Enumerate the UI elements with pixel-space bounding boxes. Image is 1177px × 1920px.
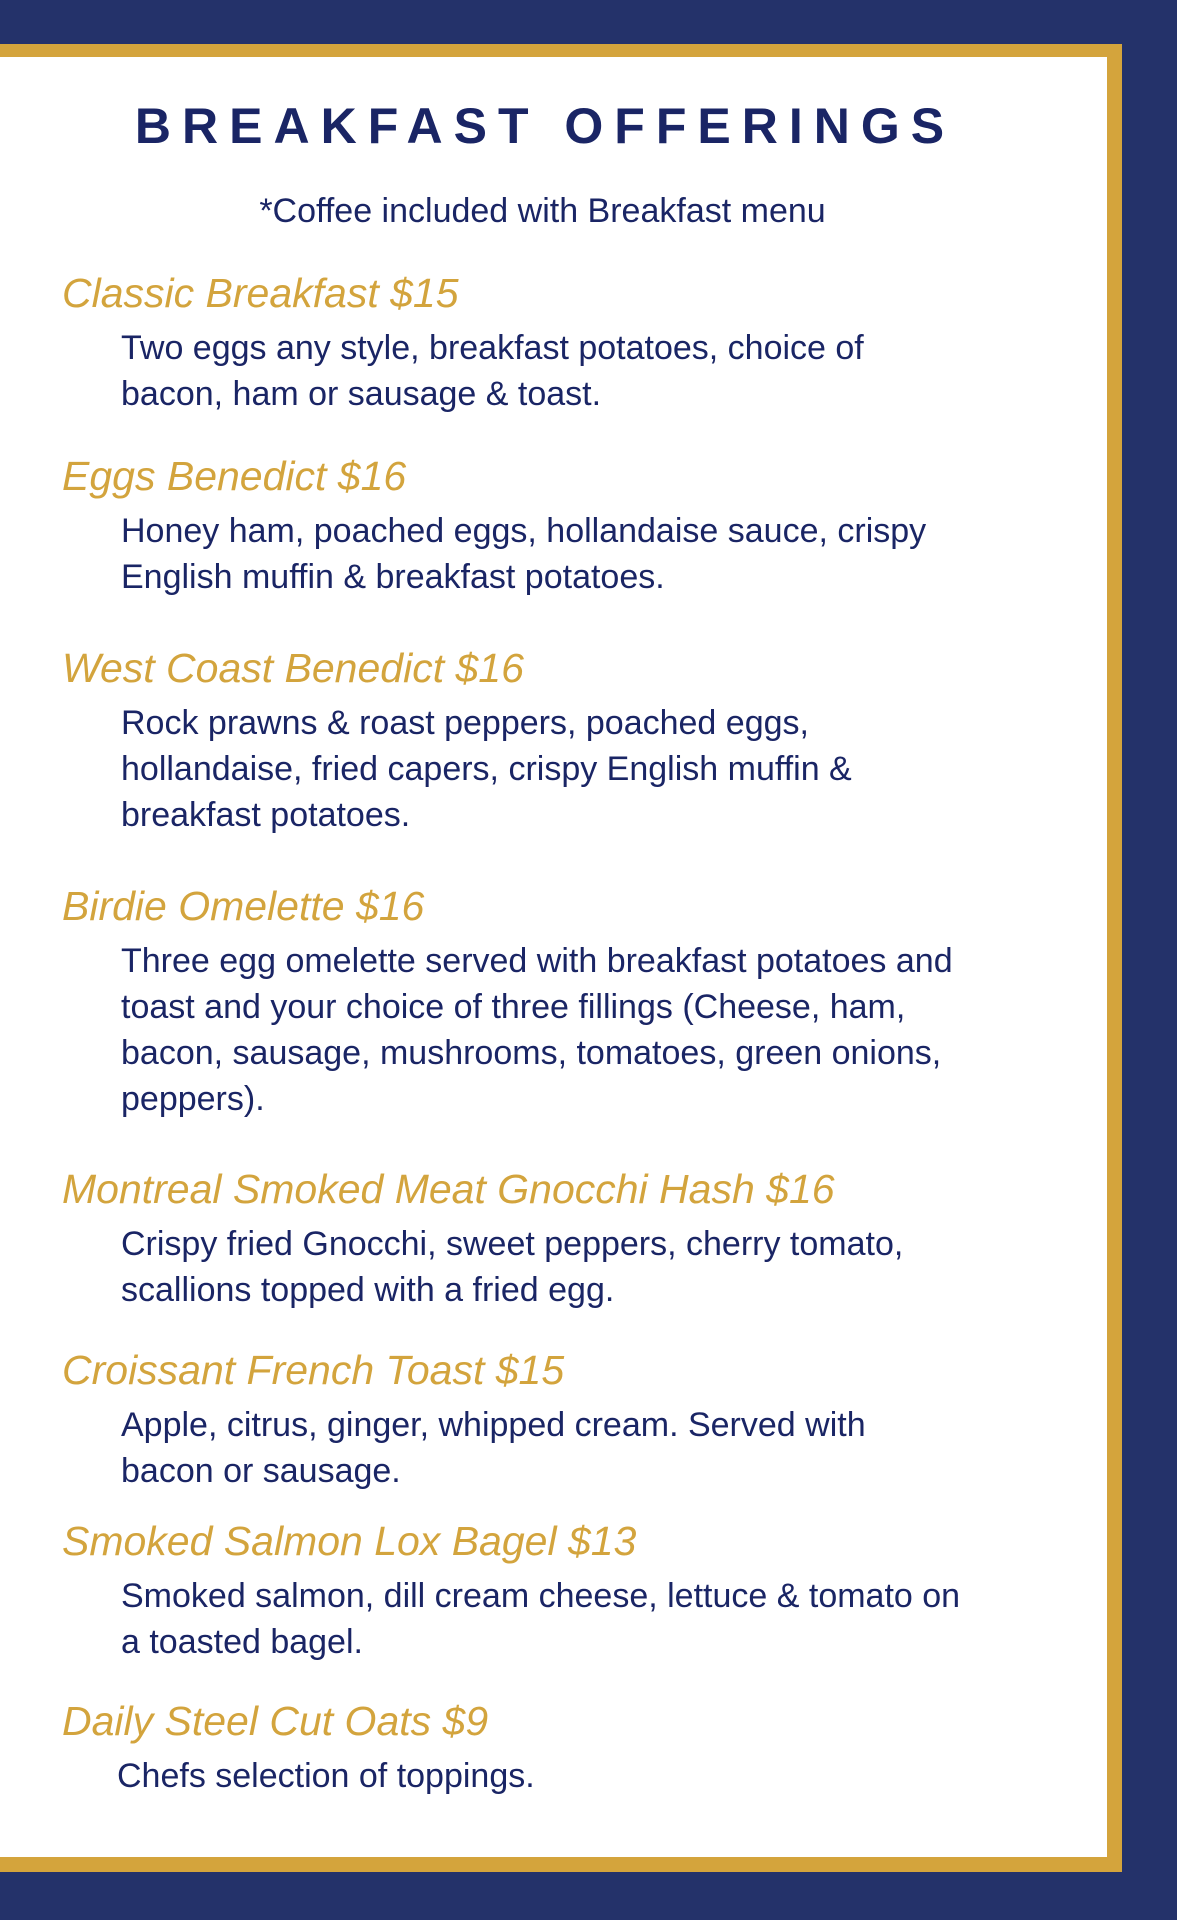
description-line: bacon, ham or sausage & toast.: [121, 375, 602, 413]
description-line: bacon, sausage, mushrooms, tomatoes, green onions,: [121, 1034, 942, 1072]
description-line: toast and your choice of three fillings (Cheese, ham,: [121, 988, 906, 1026]
menu-item-name: West Coast Benedict $16: [62, 645, 524, 691]
menu-item-steel-cut-oats: [62, 1696, 1062, 1799]
description-line: hollandaise, fried capers, crispy English muffin &: [121, 750, 852, 788]
menu-item-birdie-omelette: [62, 881, 1062, 1122]
menu-item-lox-bagel: [62, 1516, 1062, 1665]
description-line: breakfast potatoes.: [121, 796, 411, 834]
description-line: a toasted bagel.: [121, 1623, 363, 1661]
menu-item-description: [121, 325, 1081, 417]
menu-subtitle: *Coffee included with Breakfast menu: [259, 192, 826, 230]
menu-item-description: [121, 700, 1081, 838]
menu-item-west-coast-benedict: [62, 643, 1062, 838]
menu-item-description: [121, 938, 1081, 1122]
description-line: Crispy fried Gnocchi, sweet peppers, cherry tomato,: [121, 1225, 904, 1263]
menu-title: BREAKFAST OFFERINGS: [134, 98, 956, 154]
description-line: Two eggs any style, breakfast potatoes, choice of: [121, 329, 864, 367]
menu-item-name: Smoked Salmon Lox Bagel $13: [62, 1518, 637, 1564]
menu-item-description: [121, 508, 1081, 600]
menu-item-name: Eggs Benedict $16: [62, 453, 407, 499]
menu-item-gnocchi-hash: [62, 1164, 1062, 1313]
menu-item-description: [121, 1402, 1081, 1494]
description-line: Rock prawns & roast peppers, poached eggs,: [121, 704, 809, 742]
menu-item-name: Daily Steel Cut Oats $9: [62, 1698, 489, 1744]
description-line: bacon or sausage.: [121, 1452, 401, 1490]
description-line: Honey ham, poached eggs, hollandaise sauce, crispy: [121, 512, 927, 550]
menu-item-name: Birdie Omelette $16: [62, 883, 425, 929]
menu-item-name: Montreal Smoked Meat Gnocchi Hash $16: [62, 1166, 835, 1212]
menu-item-description: [121, 1573, 1081, 1665]
description-line: Smoked salmon, dill cream cheese, lettuce & tomato on: [121, 1577, 961, 1615]
menu-item-description: [117, 1753, 1077, 1799]
menu-item-classic-breakfast: [62, 268, 1062, 417]
description-line: Three egg omelette served with breakfast potatoes and: [121, 942, 953, 980]
description-line: Apple, citrus, ginger, whipped cream. Served with: [121, 1406, 866, 1444]
menu-item-name: Croissant French Toast $15: [62, 1347, 565, 1393]
menu-item-croissant-french-toast: [62, 1345, 1062, 1494]
description-line: scallions topped with a fried egg.: [121, 1271, 615, 1309]
description-line: English muffin & breakfast potatoes.: [121, 558, 665, 596]
menu-item-eggs-benedict: [62, 451, 1062, 600]
menu-item-name: Classic Breakfast $15: [62, 270, 459, 316]
menu-item-description: [121, 1221, 1081, 1313]
description-line: peppers).: [121, 1080, 265, 1118]
description-line: Chefs selection of toppings.: [117, 1757, 535, 1795]
